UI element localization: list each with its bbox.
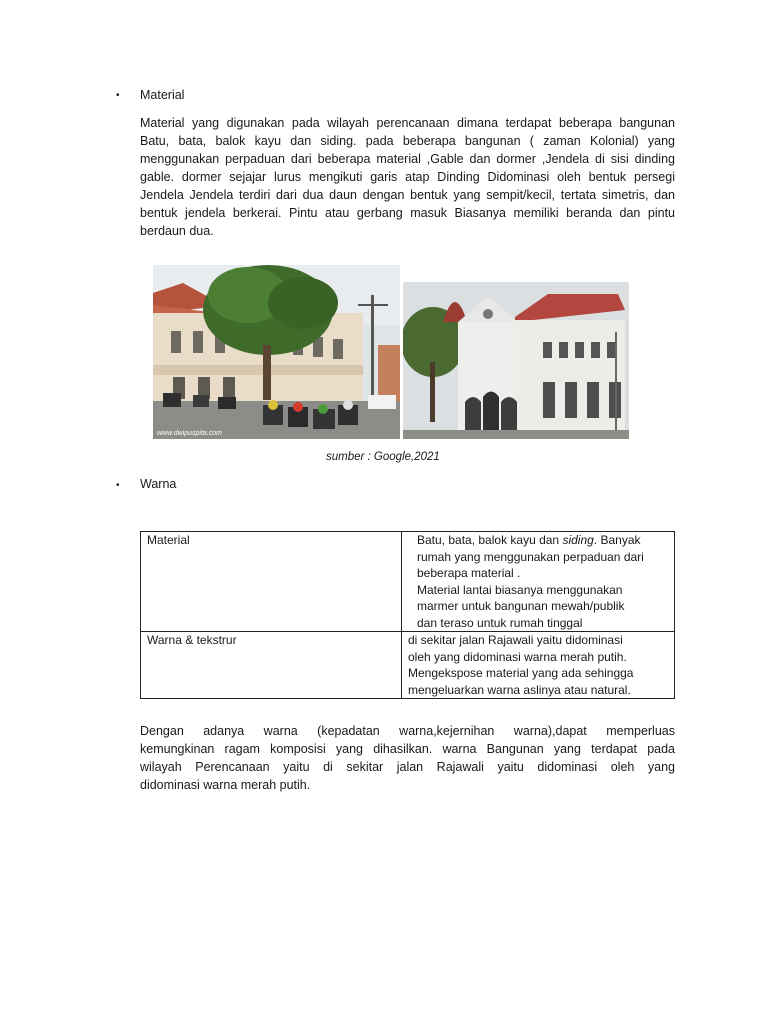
cell-line: dan teraso untuk rumah tinggal <box>417 615 583 630</box>
photo-watermark: www.dwipuspita.com <box>157 430 222 437</box>
table-cell-value <box>402 632 675 699</box>
table-cell-label <box>141 532 402 632</box>
paragraph-line: berdaun dua. <box>140 224 214 238</box>
paragraph-line: kemungkinan ragam komposisi yang dihasilkan. warna Bangunan yang terdapat pada <box>140 742 675 756</box>
material-paragraph <box>140 114 675 240</box>
paragraph-line: Material yang digunakan pada wilayah perencanaan dimana terdapat beberapa bangunan <box>140 116 675 130</box>
heading-warna: Warna <box>140 477 177 491</box>
cell-line: oleh yang didominasi warna merah putih. <box>408 649 627 664</box>
table-row <box>141 532 675 632</box>
cell-line: marmer untuk bangunan mewah/publik <box>417 599 625 613</box>
photo-colonial-street-building <box>153 265 400 439</box>
paragraph-line: gable. dormer sejajar lurus mengikuti garis atap Dinding Didominasi oleh bentuk persegi <box>140 170 675 184</box>
photo-white-colonial-building <box>403 282 629 439</box>
paragraph-line: wilayah Perencanaan yaitu di sekitar jalan Rajawali yaitu didominasi oleh yang <box>140 760 675 774</box>
table-cell-value <box>402 532 675 632</box>
paragraph-line: bentuk jendela berkerai. Pintu atau gerbang masuk Biasanya memiliki beranda dan pintu <box>140 206 675 220</box>
closing-paragraph <box>140 722 675 794</box>
bullet-material: • <box>116 90 120 101</box>
cell-line: rumah yang menggunakan perpaduan dari <box>417 549 644 564</box>
cell-line: Batu, bata, balok kayu dan siding. Banyak <box>417 533 641 547</box>
heading-material: Material <box>140 88 185 102</box>
table-row <box>141 632 675 699</box>
paragraph-line: Jendela Jendela terdiri dari dua daun dengan bentuk yang sempit/kecil, tertata simetris, dan <box>140 188 675 202</box>
table-cell-label <box>141 632 402 699</box>
paragraph-line: Dengan adanya warna (kepadatan warna,kejernihan warna),dapat memperluas <box>140 724 675 738</box>
row-label-material: Material <box>147 533 190 547</box>
material-color-table <box>140 531 675 699</box>
row-label-warna: Warna & tekstrur <box>147 633 237 647</box>
paragraph-line: menggunakan perpaduan dari beberapa material ,Gable dan dormer ,Jendela di sisi dinding <box>140 152 675 166</box>
cell-line: beberapa material . <box>417 566 521 580</box>
bullet-warna: • <box>116 480 120 491</box>
paragraph-line: Batu, bata, balok kayu dan siding. pada beberapa bangunan ( zaman Kolonial) yang <box>140 134 675 148</box>
cell-line: Material lantai biasanya menggunakan <box>417 582 623 597</box>
figure-caption: sumber : Google,2021 <box>326 451 440 463</box>
cell-line: mengeluarkan warna aslinya atau natural. <box>408 682 631 697</box>
cell-line: di sekitar jalan Rajawali yaitu didominasi <box>408 633 623 647</box>
cell-line: Mengekspose material yang ada sehingga <box>408 666 634 680</box>
paragraph-line: didominasi warna merah putih. <box>140 778 311 792</box>
